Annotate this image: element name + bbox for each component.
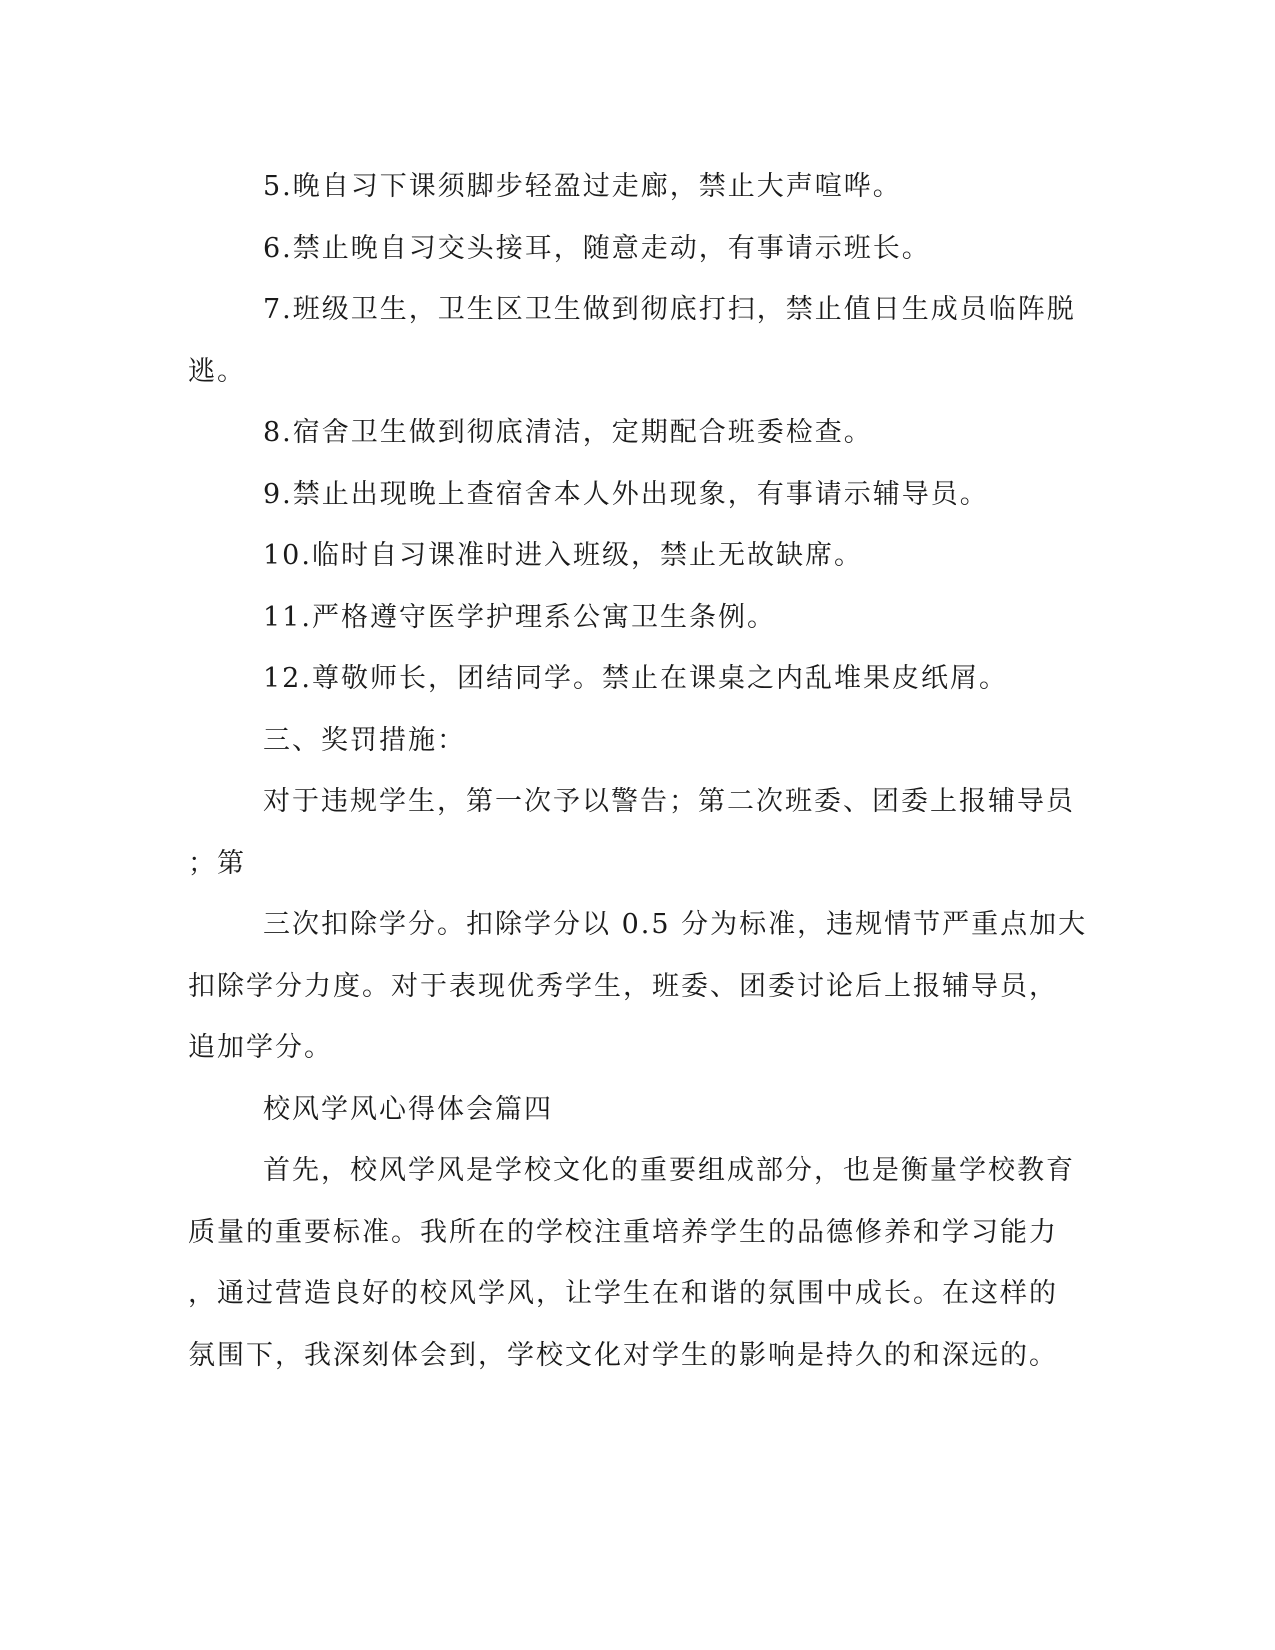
paragraph-line: 氛围下，我深刻体会到，学校文化对学生的影响是持久的和深远的。 (188, 1339, 1058, 1371)
paragraph-line: ；第 (188, 847, 246, 879)
rule-item-7: 7.班级卫生，卫生区卫生做到彻底打扫，禁止值日生成员临阵脱 (263, 294, 1076, 325)
rule-item-6: 6.禁止晚自习交头接耳，随意走动，有事请示班长。 (263, 232, 931, 264)
paragraph-line: 首先，校风学风是学校文化的重要组成部分，也是衡量学校教育 (263, 1155, 1075, 1186)
rule-item-8: 8.宿舍卫生做到彻底清洁，定期配合班委检查。 (263, 417, 873, 448)
section-heading-rewards: 三、奖罚措施： (263, 724, 466, 756)
rule-item-7-continued: 逃。 (188, 355, 246, 387)
paragraph-line: 追加学分。 (188, 1032, 333, 1063)
document-body (188, 156, 1088, 1386)
rule-item-12: 12.尊敬师长，团结同学。禁止在课桌之内乱堆果皮纸屑。 (263, 663, 1008, 694)
paragraph-line: 三次扣除学分。扣除学分以 0.5 分为标准，违规情节严重点加大 (263, 909, 1088, 940)
rule-item-5: 5.晚自习下课须脚步轻盈过走廊，禁止大声喧哗。 (263, 171, 902, 202)
rule-item-9: 9.禁止出现晚上查宿舍本人外出现象，有事请示辅导员。 (263, 478, 989, 510)
rule-item-10: 10.临时自习课准时进入班级，禁止无故缺席。 (263, 540, 863, 571)
paragraph-line: ，通过营造良好的校风学风，让学生在和谐的氛围中成长。在这样的 (188, 1278, 1058, 1309)
paragraph-line: 对于违规学生，第一次予以警告；第二次班委、团委上报辅导员 (263, 786, 1075, 817)
paragraph-line: 质量的重要标准。我所在的学校注重培养学生的品德修养和学习能力 (188, 1216, 1058, 1248)
rule-item-11: 11.严格遵守医学护理系公寓卫生条例。 (263, 601, 776, 633)
section-title: 校风学风心得体会篇四 (263, 1093, 553, 1125)
paragraph-line: 扣除学分力度。对于表现优秀学生，班委、团委讨论后上报辅导员， (188, 970, 1058, 1002)
